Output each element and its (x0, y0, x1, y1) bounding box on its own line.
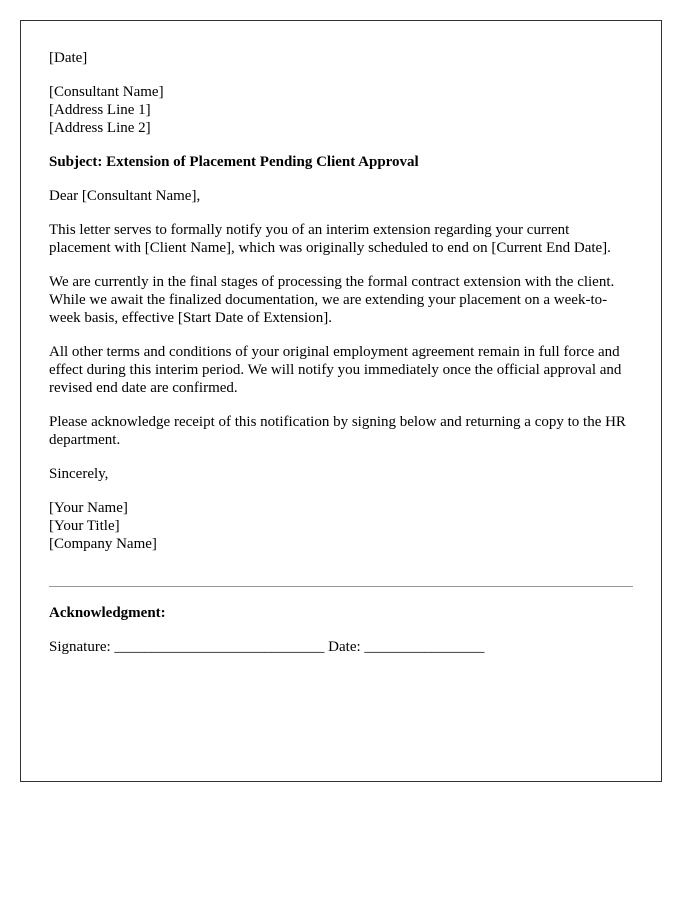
sender-name: [Your Name] (49, 500, 128, 516)
recipient-address-1: [Address Line 1] (49, 102, 151, 118)
divider (49, 586, 633, 587)
sender-block (49, 499, 633, 553)
closing: Sincerely, (49, 466, 109, 482)
sender-company: [Company Name] (49, 536, 157, 552)
body-paragraph-4: Please acknowledge receipt of this notification by signing below and returning a copy to the HR department. (49, 414, 626, 448)
subject-line: Subject: Extension of Placement Pending Client Approval (49, 154, 419, 170)
letter (20, 20, 662, 782)
body-paragraph-2: We are currently in the final stages of processing the formal contract extension with the client. While we await the finalized documentation, we are extending your placement on a week-to-week basis, effective [Start Date of Extension]. (49, 274, 615, 326)
salutation: Dear [Consultant Name], (49, 188, 201, 204)
signature-label: Signature: (49, 639, 111, 655)
sender-title: [Your Title] (49, 518, 120, 534)
recipient-block (49, 83, 633, 137)
date-line[interactable]: ________________ (364, 639, 485, 655)
acknowledgment-heading: Acknowledgment: (49, 605, 166, 621)
body-paragraph-1: This letter serves to formally notify you of an interim extension regarding your current placement with [Client Name], which was originally scheduled to end on [Current End Date]. (49, 222, 611, 256)
letter-date: [Date] (49, 50, 88, 66)
body-paragraph-3: All other terms and conditions of your original employment agreement remain in full force and effect during this interim period. We will notify you immediately once the official approval and revised end date are confirmed. (49, 344, 622, 396)
recipient-name: [Consultant Name] (49, 84, 164, 100)
recipient-address-2: [Address Line 2] (49, 120, 151, 136)
signature-row (49, 638, 633, 656)
date-label: Date: (328, 639, 361, 655)
signature-line[interactable]: ____________________________ (114, 639, 325, 655)
